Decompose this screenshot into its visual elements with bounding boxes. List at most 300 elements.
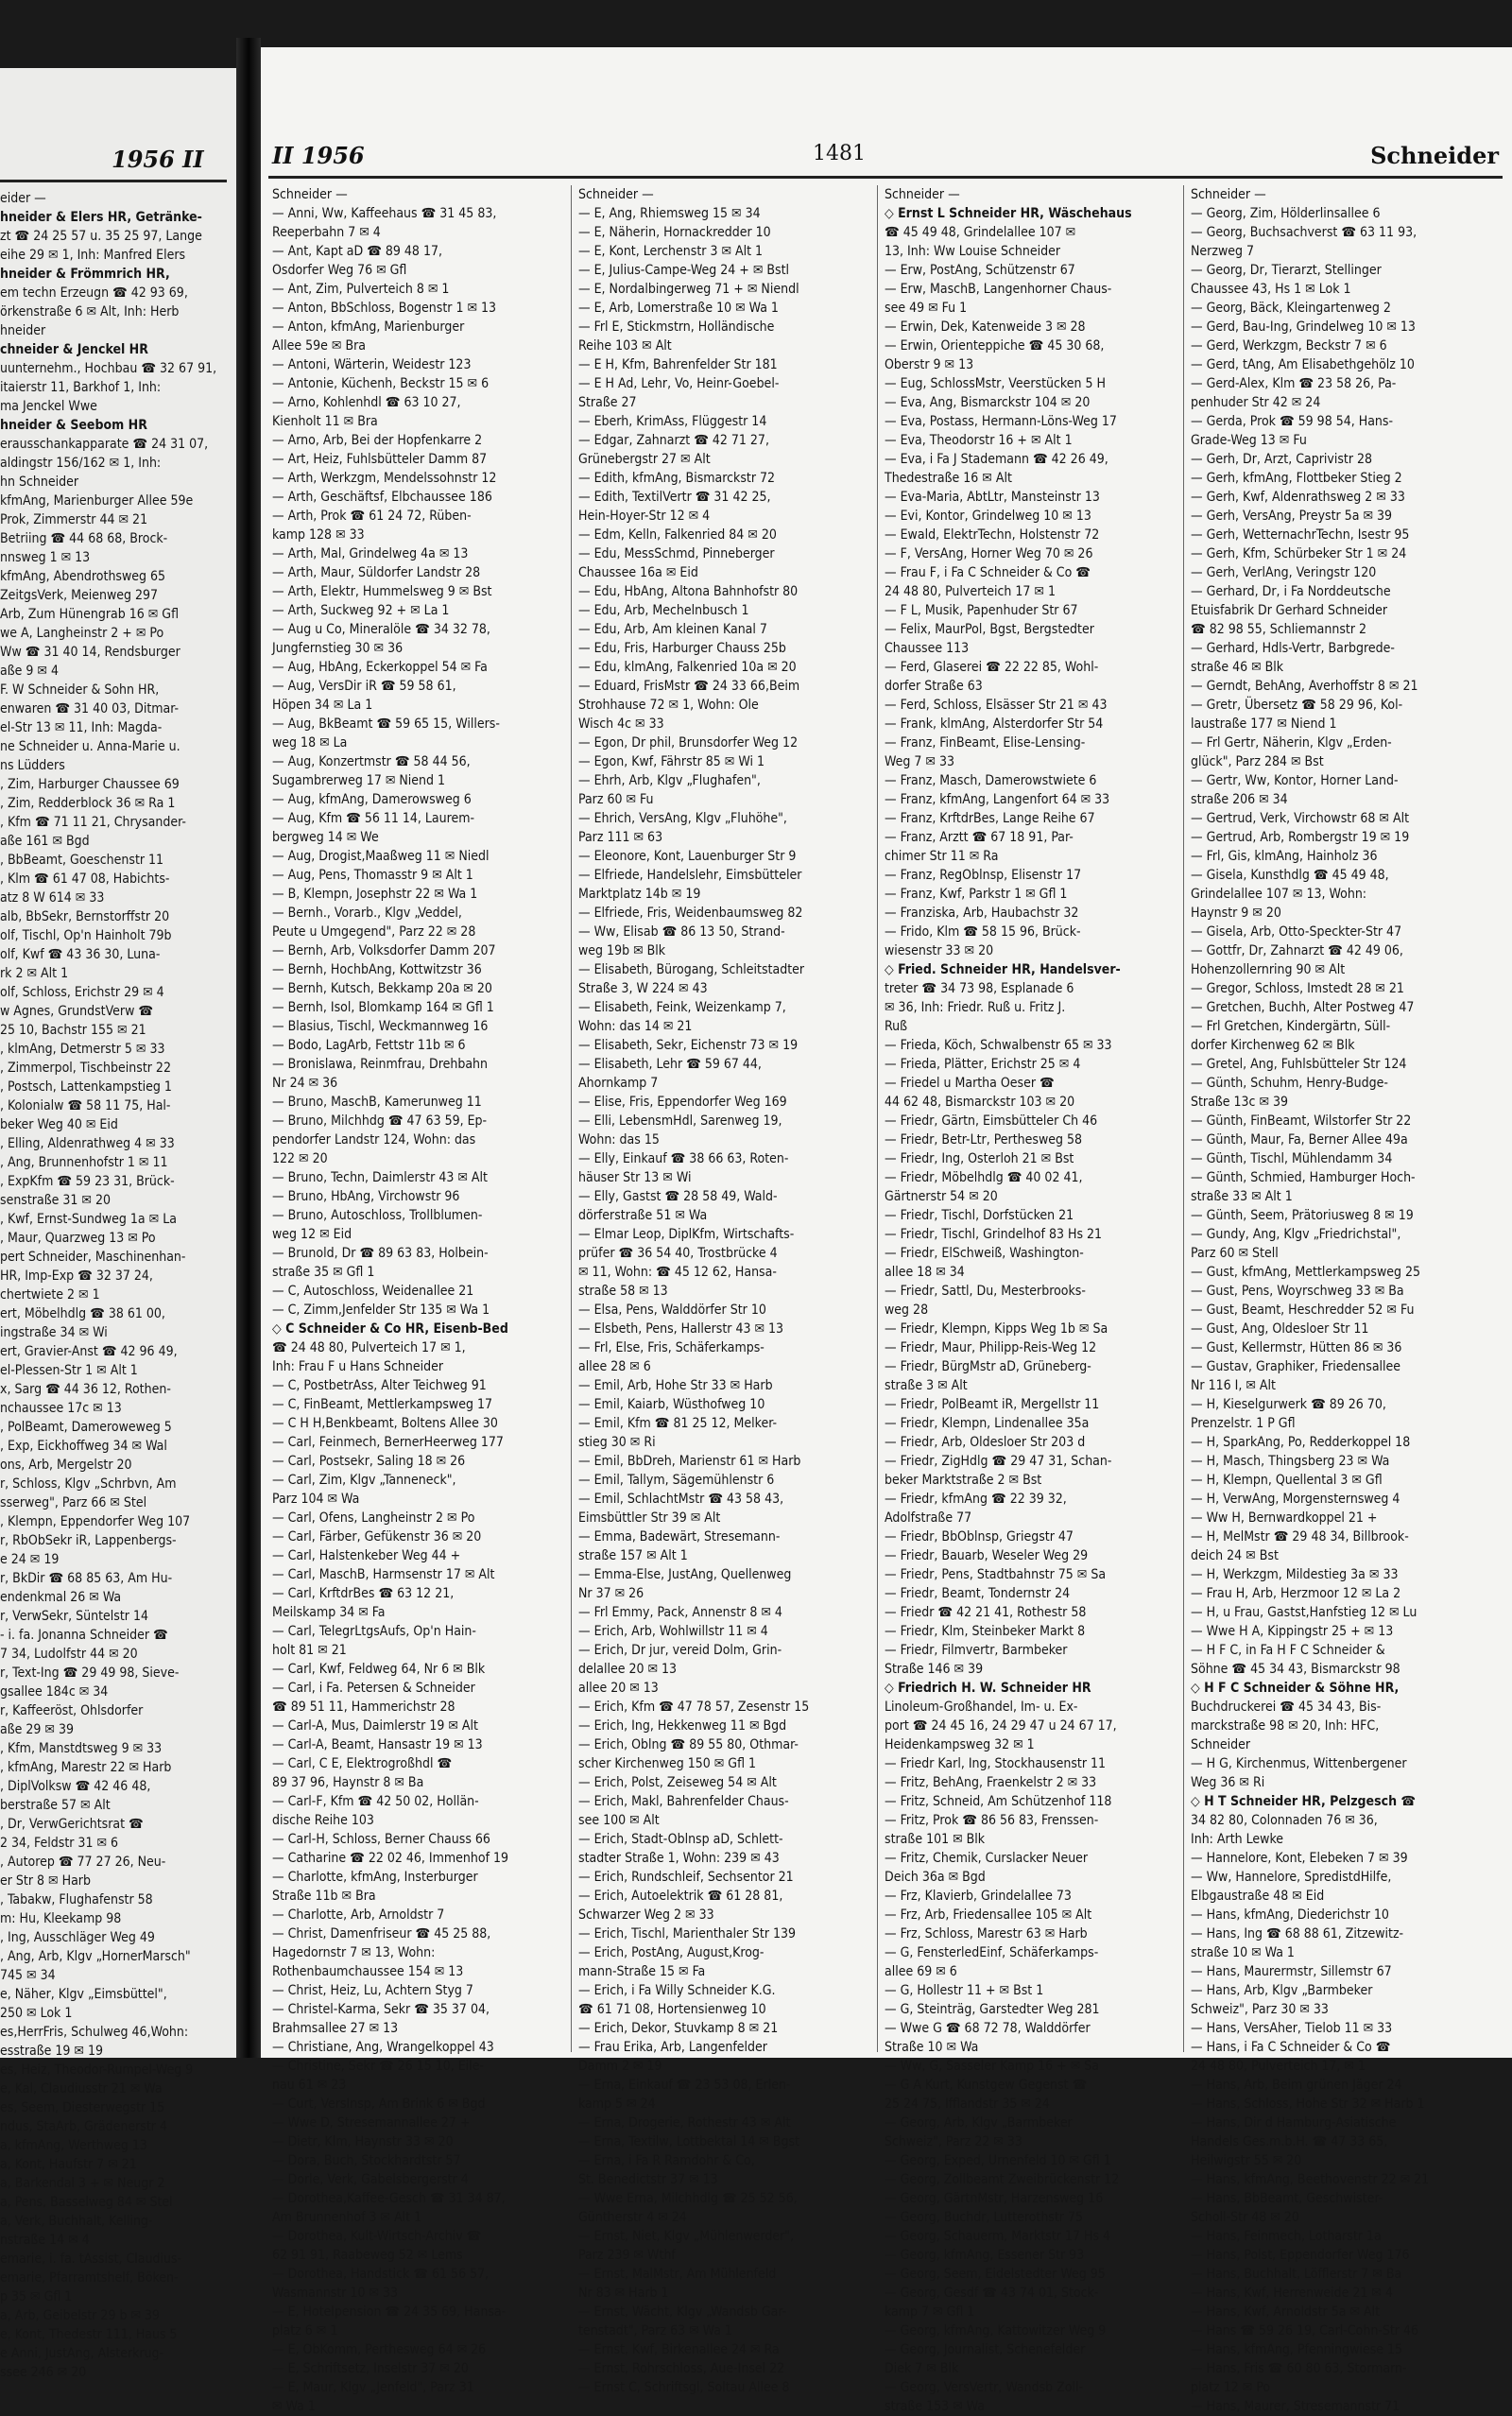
directory-entry: — Bernh, Arb, Volksdorfer Damm 207: [272, 943, 496, 958]
directory-entry: port ☎ 24 45 16, 24 29 47 u 24 67 17,: [885, 1718, 1117, 1734]
directory-entry: Hein-Hoyer-Str 12 ✉ 4: [578, 509, 711, 524]
directory-entry: dörferstraße 51 ✉ Wa: [578, 1208, 708, 1223]
directory-entry: a, Kont, Haufstr 7 ✉ 21: [0, 2157, 137, 2172]
directory-column-4: [1191, 185, 1506, 2414]
directory-entry: , Ang, Arb, Klgv „HornerMarsch": [0, 1949, 191, 1964]
directory-entry: — Anton, kfmAng, Marienburger: [272, 319, 465, 335]
directory-entry: — Gerd-Alex, Klm ☎ 23 58 26, Pa-: [1191, 376, 1397, 391]
directory-entry: — Ehrich, VersAng, Klgv „Fluhöhe",: [578, 811, 787, 826]
directory-entry: glück", Parz 284 ✉ Bst: [1191, 754, 1324, 769]
directory-entry: aße 9 ✉ 4: [0, 664, 59, 679]
directory-entry: Oberstr 9 ✉ 13: [885, 357, 974, 372]
directory-entry: r, Kaffeeröst, Ohlsdorfer: [0, 1703, 144, 1718]
directory-entry: — Gertrud, Verk, Virchowstr 68 ✉ Alt: [1191, 811, 1410, 826]
directory-entry: — Gretr, Übersetz ☎ 58 29 96, Kol-: [1191, 698, 1403, 713]
directory-entry: — Hans, kfmAng, Diederichstr 10: [1191, 1907, 1389, 1923]
directory-entry: ✉ 11, Wohn: ☎ 45 12 62, Hansa-: [578, 1265, 777, 1280]
left-page-column: [0, 189, 234, 2380]
directory-entry: — Carl, Ofens, Langheinstr 2 ✉ Po: [272, 1510, 475, 1526]
directory-entry: e, Näher, Klgv „Eimsbüttel",: [0, 1987, 167, 2002]
directory-entry: — Blasius, Tischl, Weckmannweg 16: [272, 1019, 489, 1034]
directory-entry: — Eberh, KrimAss, Flüggestr 14: [578, 414, 767, 429]
directory-column-1: [272, 185, 565, 2414]
directory-entry: , Kfm ☎ 71 11 21, Chrysander-: [0, 815, 186, 830]
directory-entry: — Ant, Kapt aD ☎ 89 48 17,: [272, 244, 442, 259]
directory-entry: — Günth, Seem, Prätoriusweg 8 ✉ 19: [1191, 1208, 1414, 1223]
directory-entry: Adolfstraße 77: [885, 1510, 972, 1526]
directory-entry: — Wwe G ☎ 68 72 78, Walddörfer: [885, 2021, 1091, 2036]
directory-entry: r, VerwSekr, Süntelstr 14: [0, 1609, 148, 1624]
directory-entry: Schneider —: [578, 187, 654, 202]
directory-entry: ma Jenckel Wwe: [0, 399, 97, 414]
directory-entry: — Frz, Arb, Friedensallee 105 ✉ Alt: [885, 1907, 1092, 1923]
directory-entry: , Autorep ☎ 77 27 26, Neu-: [0, 1855, 166, 1870]
directory-entry: — E, Schriftsetz, Inselstr 37 ✉ 20: [272, 2361, 469, 2376]
directory-entry: eider —: [0, 191, 46, 206]
directory-entry: — Bruno, Milchhdg ☎ 47 63 59, Ep-: [272, 1113, 488, 1129]
directory-entry: — Hans, Polst, Eppendorfer Weg 176: [1191, 2248, 1410, 2263]
directory-entry: prüfer ☎ 36 54 40, Trostbrücke 4: [578, 1246, 778, 1261]
directory-entry: Wisch 4c ✉ 33: [578, 716, 664, 732]
directory-entry: Schwarzer Weg 2 ✉ 33: [578, 1907, 714, 1923]
directory-entry: em techn Erzeugn ☎ 42 93 69,: [0, 285, 188, 301]
directory-entry: Straße 146 ✉ 39: [885, 1662, 984, 1677]
directory-entry: — Erich, Ing, Hekkenweg 11 ✉ Bgd: [578, 1718, 787, 1734]
directory-entry: Weg 7 ✉ 33: [885, 754, 954, 769]
directory-entry: — Evi, Kontor, Grindelweg 10 ✉ 13: [885, 509, 1091, 524]
directory-entry: pendorfer Landstr 124, Wohn: das: [272, 1132, 476, 1148]
directory-entry: — Ernst C, Schriftsgl, Soltau Allee 8: [578, 2380, 790, 2395]
directory-entry: straße 33 ✉ Alt 1: [1191, 1189, 1293, 1204]
directory-entry: — Franz, FinBeamt, Elise-Lensing-: [885, 735, 1086, 751]
directory-entry: — Elisabeth, Feink, Weizenkamp 7,: [578, 1000, 786, 1015]
directory-entry: Chaussee 43, Hs 1 ✉ Lok 1: [1191, 282, 1351, 297]
directory-entry: es, Seem, Diesterwegstr 15: [0, 2100, 165, 2115]
directory-entry: — Aug, BkBeamt ☎ 59 65 15, Willers-: [272, 716, 500, 732]
directory-entry: ons, Arb, Mergelstr 20: [0, 1458, 132, 1473]
directory-entry: — C H H,Benkbeamt, Boltens Allee 30: [272, 1416, 498, 1431]
directory-entry: kamp 7 ✉ Gfl 1: [885, 2304, 975, 2320]
directory-entry: — H, Klempn, Quellental 3 ✉ Gfl: [1191, 1473, 1383, 1488]
directory-entry: — Hans, Arb, Klgv „Barmbeker: [1191, 1983, 1373, 1998]
directory-entry: Parz 111 ✉ 63: [578, 830, 663, 845]
directory-entry: , Zim, Redderblock 36 ✉ Ra 1: [0, 796, 176, 811]
directory-entry: Parz 104 ✉ Wa: [272, 1492, 360, 1507]
directory-entry: — Georg, Zim, Hölderlinsallee 6: [1191, 206, 1381, 221]
directory-entry: — Gerh, Kwf, Aldenrathsweg 2 ✉ 33: [1191, 490, 1405, 505]
directory-entry: kamp 128 ✉ 33: [272, 527, 365, 543]
directory-entry: hneider & Seebom HR: [0, 418, 147, 433]
directory-entry: — Georg, Gesdf ☎ 43 74 01, Stock-: [885, 2286, 1099, 2301]
directory-entry: stadter Straße 1, Wohn: 239 ✉ 43: [578, 1851, 780, 1866]
directory-entry: — Gerh, Dr, Arzt, Caprivistr 28: [1191, 452, 1373, 467]
directory-entry: — Emil, SchlachtMstr ☎ 43 58 43,: [578, 1492, 784, 1507]
directory-entry: — Erna, Einkauf ☎ 23 53 08, Erlen-: [578, 2078, 791, 2093]
directory-entry: Wohn: das 14 ✉ 21: [578, 1019, 693, 1034]
directory-entry: alb, BbSekr, Bernstorffstr 20: [0, 909, 170, 924]
directory-entry: tenstadt", Parz 63 ✉ Wa 1: [578, 2323, 732, 2338]
directory-entry: — Hans, Kwf, Arnoldstr 5a ✉ Alt: [1191, 2304, 1381, 2320]
directory-entry: Am Brunnenhof 3 ✉ Alt 1: [272, 2210, 422, 2225]
directory-entry: Straße 27: [578, 395, 637, 410]
directory-entry: — Ernst, Kwf, Birkenallee 24 ✉ Ra: [578, 2342, 780, 2357]
directory-entry: er Str 8 ✉ Harb: [0, 1873, 91, 1889]
directory-entry: — Carl, Zim, Klgv „Tanneneck",: [272, 1473, 456, 1488]
directory-entry: — G, FensterledEinf, Schäferkamps-: [885, 1945, 1099, 1960]
directory-entry: a, kfmAng, Werthweg 13: [0, 2138, 147, 2153]
page-number: 1481: [813, 142, 866, 165]
directory-entry: 44 62 48, Bismarckstr 103 ✉ 20: [885, 1095, 1075, 1110]
directory-entry: — Edu, MessSchmd, Pinneberger: [578, 546, 775, 561]
directory-entry: — E, ObKomm, Perthesweg 64 ✉ 26: [272, 2342, 487, 2357]
directory-entry: — Erna, Drogerie, Rothestr 43 ✉ Alt: [578, 2115, 791, 2131]
directory-entry: kfmAng, Abendrothsweg 65: [0, 569, 166, 584]
directory-entry: ◇ H F C Schneider & Söhne HR,: [1191, 1681, 1400, 1696]
directory-entry: , DiplVolksw ☎ 42 46 48,: [0, 1779, 151, 1794]
directory-entry: a, Verk, Buchhalt, Kelling-: [0, 2214, 153, 2229]
directory-entry: — E, Maur, Klgv „Jenfeld", Parz 31: [272, 2380, 474, 2395]
directory-entry: — Gustav, Graphiker, Friedensallee: [1191, 1359, 1401, 1374]
directory-entry: — Erwin, Dek, Katenweide 3 ✉ 28: [885, 319, 1086, 335]
directory-entry: — Bodo, LagArb, Fettstr 11b ✉ 6: [272, 1038, 466, 1053]
directory-entry: — Hans, kfmAng, Beethovenstr 22 ✉ 21: [1191, 2172, 1430, 2187]
directory-entry: ◇ Ernst L Schneider HR, Wäschehaus: [885, 206, 1132, 221]
directory-entry: — Bernh., Vorarb., Klgv „Veddel,: [272, 906, 462, 921]
directory-entry: , Exp, Eickhoffweg 34 ✉ Wal: [0, 1439, 167, 1454]
directory-entry: — Edu, Fris, Harburger Chauss 25b: [578, 641, 786, 656]
directory-entry: dorfer Straße 63: [885, 679, 983, 694]
directory-entry: ✉ 36, Inh: Friedr. Ruß u. Fritz J.: [885, 1000, 1066, 1015]
directory-entry: Hohenzollernring 90 ✉ Alt: [1191, 962, 1346, 977]
directory-entry: 25 10, Bachstr 155 ✉ 21: [0, 1023, 146, 1038]
directory-entry: Elbgaustraße 48 ✉ Eid: [1191, 1889, 1325, 1904]
directory-entry: straße 35 ✉ Gfl 1: [272, 1265, 375, 1280]
directory-entry: — Catharine ☎ 22 02 46, Immenhof 19: [272, 1851, 509, 1866]
directory-entry: Straße 11b ✉ Bra: [272, 1889, 376, 1904]
directory-entry: — Carl, Halstenkeber Weg 44 +: [272, 1548, 461, 1563]
directory-entry: — Fritz, Chemik, Curslacker Neuer: [885, 1851, 1089, 1866]
directory-entry: — Eva, Theodorstr 16 + ✉ Alt 1: [885, 433, 1073, 448]
directory-entry: Grade-Weg 13 ✉ Fu: [1191, 433, 1307, 448]
directory-entry: — Arno, Kohlenhdl ☎ 63 10 27,: [272, 395, 461, 410]
directory-entry: ☎ 61 71 08, Hortensienweg 10: [578, 2002, 766, 2017]
directory-entry: — Edm, Kelln, Falkenried 84 ✉ 20: [578, 527, 777, 543]
directory-entry: — C, PostbetrAss, Alter Teichweg 91: [272, 1378, 487, 1393]
directory-entry: see 49 ✉ Fu 1: [885, 301, 968, 316]
directory-entry: straße 101 ✉ Blk: [885, 1832, 986, 1847]
directory-entry: — Frieda, Köch, Schwalbenstr 65 ✉ 33: [885, 1038, 1112, 1053]
directory-entry: F. W Schneider & Sohn HR,: [0, 682, 160, 698]
directory-entry: ☎ 89 51 11, Hammerichstr 28: [272, 1700, 455, 1715]
directory-entry: straße 46 ✉ Blk: [1191, 660, 1284, 675]
column-divider: [571, 185, 572, 2052]
directory-entry: Buchdruckerei ☎ 45 34 43, Bis-: [1191, 1700, 1382, 1715]
directory-entry: — Carl-A, Mus, Daimlerstr 19 ✉ Alt: [272, 1718, 478, 1734]
directory-entry: — Günth, Schuhm, Henry-Budge-: [1191, 1076, 1388, 1091]
directory-entry: — Ernst, Rohrschloss, Aue-Insel 22: [578, 2361, 785, 2376]
directory-entry: Hagedornstr 7 ✉ 13, Wohn:: [272, 1945, 436, 1960]
directory-entry: — Erw, MaschB, Langenhorner Chaus-: [885, 282, 1112, 297]
directory-entry: — Frido, Klm ☎ 58 15 96, Brück-: [885, 924, 1081, 940]
directory-entry: holt 81 ✉ 21: [272, 1643, 347, 1658]
directory-entry: ◇ H T Schneider HR, Pelzgesch ☎: [1191, 1794, 1417, 1809]
directory-entry: Damm 2 ✉ 19: [578, 2059, 662, 2074]
directory-entry: — Ernst, MalMstr, Am Mühlenfeld: [578, 2267, 777, 2282]
directory-entry: Etuisfabrik Dr Gerhard Schneider: [1191, 603, 1388, 618]
directory-entry: — Emil, Tallym, Sägemühlenstr 6: [578, 1473, 775, 1488]
directory-entry: — Frank, klmAng, Alsterdorfer Str 54: [885, 716, 1104, 732]
directory-entry: — Arth, Werkzgm, Mendelssohnstr 12: [272, 471, 497, 486]
directory-entry: Schweiz", Parz 22 ✉ 33: [885, 2134, 1022, 2149]
directory-entry: — Erna, i Fa R Ramdohr & Co,: [578, 2153, 755, 2168]
directory-entry: — Erw, PostAng, Schützenstr 67: [885, 263, 1075, 278]
directory-entry: e Anni, JustAng, Alsterkrug-: [0, 2346, 164, 2361]
directory-entry: — Gretel, Ang, Fuhlsbütteler Str 124: [1191, 1057, 1407, 1072]
directory-entry: — Ehrh, Arb, Klgv „Flughafen",: [578, 773, 761, 788]
directory-entry: — Ww, G, Sasseler Kamp 16 + ✉ Sa: [885, 2059, 1099, 2074]
directory-entry: el-Plessen-Str 1 ✉ Alt 1: [0, 1363, 138, 1378]
directory-entry: eihe 29 ✉ 1, Inh: Manfred Elers: [0, 248, 186, 263]
directory-entry: ingstraße 34 ✉ Wi: [0, 1325, 108, 1340]
directory-entry: delallee 20 ✉ 13: [578, 1662, 678, 1677]
directory-entry: — Anni, Ww, Kaffeehaus ☎ 31 45 83,: [272, 206, 497, 221]
directory-entry: — Ant, Zim, Pulverteich 8 ✉ 1: [272, 282, 450, 297]
directory-entry: — Hans, Ing ☎ 68 88 61, Zitzewitz-: [1191, 1926, 1404, 1941]
directory-entry: hneider: [0, 323, 46, 338]
directory-entry: örkenstraße 6 ✉ Alt, Inh: Herb: [0, 304, 180, 319]
directory-entry: — Günth, Tischl, Mühlendamm 34: [1191, 1151, 1393, 1166]
directory-entry: 745 ✉ 34: [0, 1968, 56, 1983]
directory-entry: — Hans, Maurer, Stresemannstr 71: [1191, 2399, 1400, 2414]
directory-entry: — Carl-H, Schloss, Berner Chauss 66: [272, 1832, 490, 1847]
directory-entry: — Christiane, Ang, Wrangelkoppel 43: [272, 2040, 494, 2055]
directory-entry: — Carl, Kwf, Feldweg 64, Nr 6 ✉ Blk: [272, 1662, 486, 1677]
directory-entry: — E, Kont, Lerchenstr 3 ✉ Alt 1: [578, 244, 764, 259]
directory-entry: — Erich, Tischl, Marienthaler Str 139: [578, 1926, 797, 1941]
directory-entry: ☎ 82 98 55, Schliemannstr 2: [1191, 622, 1367, 637]
directory-entry: — Hannelore, Kont, Elebeken 7 ✉ 39: [1191, 1851, 1408, 1866]
directory-entry: atz 8 W 614 ✉ 33: [0, 890, 105, 906]
directory-entry: — Franz, Arztt ☎ 67 18 91, Par-: [885, 830, 1074, 845]
directory-entry: , klmAng, Detmerstr 5 ✉ 33: [0, 1042, 165, 1057]
directory-entry: — Christel-Karma, Sekr ☎ 35 37 04,: [272, 2002, 490, 2017]
directory-entry: — Gerd, tAng, Am Elisabethgehölz 10: [1191, 357, 1415, 372]
directory-entry: — Dorle, Verk, Gabelsbergerstr 4: [272, 2172, 469, 2187]
directory-entry: we A, Langheinstr 2 + ✉ Po: [0, 626, 164, 641]
directory-entry: — F, VersAng, Horner Weg 70 ✉ 26: [885, 546, 1093, 561]
directory-entry: — Emma, Badewärt, Stresemann-: [578, 1529, 781, 1545]
directory-entry: laustraße 177 ✉ Niend 1: [1191, 716, 1337, 732]
directory-entry: Ww ☎ 31 40 14, Rendsburger: [0, 645, 180, 660]
directory-entry: — Elli, LebensmHdl, Sarenweg 19,: [578, 1113, 782, 1129]
directory-entry: w Agnes, GrundstVerw ☎: [0, 1004, 154, 1019]
directory-entry: — Friedr, PolBeamt iR, Mergellstr 11: [885, 1397, 1100, 1412]
directory-entry: — Christ, Damenfriseur ☎ 45 25 88,: [272, 1926, 491, 1941]
directory-entry: Straße 13c ✉ 39: [1191, 1095, 1289, 1110]
directory-entry: rk 2 ✉ Alt 1: [0, 966, 69, 981]
directory-entry: Sugambrerweg 17 ✉ Niend 1: [272, 773, 446, 788]
directory-entry: — Bruno, Autoschloss, Trollblumen-: [272, 1208, 483, 1223]
directory-entry: weg 28: [885, 1303, 929, 1318]
directory-entry: ert, Möbelhdlg ☎ 38 61 00,: [0, 1306, 165, 1321]
directory-entry: — E H, Kfm, Bahrenfelder Str 181: [578, 357, 778, 372]
directory-entry: — H, Kieselgurwerk ☎ 89 26 70,: [1191, 1397, 1386, 1412]
directory-entry: — Elmar Leop, DiplKfm, Wirtschafts-: [578, 1227, 795, 1242]
directory-entry: chneider & Jenckel HR: [0, 342, 148, 357]
directory-entry: — Georg, Schauerm, Marktstr 17 Hs 4: [885, 2229, 1111, 2244]
directory-entry: , Ang, Brunnenhofstr 1 ✉ 11: [0, 1155, 168, 1170]
directory-entry: straße 153 ✉ Wa: [885, 2399, 985, 2414]
directory-entry: marckstraße 98 ✉ 20, Inh: HFC,: [1191, 1718, 1380, 1734]
directory-entry: ☎ 24 48 80, Pulverteich 17 ✉ 1,: [272, 1340, 466, 1355]
directory-entry: weg 12 ✉ Eid: [272, 1227, 352, 1242]
directory-entry: — Friedr, Gärtn, Eimsbütteler Ch 46: [885, 1113, 1098, 1129]
directory-entry: — Georg, kfmAng, Kattowitzer Weg 9: [885, 2323, 1107, 2338]
directory-entry: Straße 10 ✉ Wa: [885, 2040, 979, 2055]
directory-entry: — Edu, HbAng, Altona Bahnhofstr 80: [578, 584, 799, 599]
directory-entry: — Bronislawa, Reinmfrau, Drehbahn: [272, 1057, 489, 1072]
directory-entry: — Gerh, VersAng, Preystr 5a ✉ 39: [1191, 509, 1393, 524]
directory-entry: — Arno, Arb, Bei der Hopfenkarre 2: [272, 433, 483, 448]
directory-entry: — H, VerwAng, Morgensternsweg 4: [1191, 1492, 1400, 1507]
directory-entry: — Aug u Co, Mineralöle ☎ 34 32 78,: [272, 622, 490, 637]
directory-entry: allee 20 ✉ 13: [578, 1681, 659, 1696]
directory-entry: — Carl, Färber, Gefükenstr 36 ✉ 20: [272, 1529, 482, 1545]
directory-entry: — Eva, Ang, Bismarckstr 104 ✉ 20: [885, 395, 1091, 410]
left-page-year-header: 1956 II: [112, 146, 204, 173]
directory-entry: — Ww H, Bernwardkoppel 21 +: [1191, 1510, 1378, 1526]
running-head-surname: Schneider: [1370, 142, 1499, 169]
right-header-rule: [268, 176, 1503, 179]
directory-entry: Schneider —: [885, 187, 960, 202]
directory-entry: — Gerd, Bau-Ing, Grindelweg 10 ✉ 13: [1191, 319, 1416, 335]
directory-entry: — Ferd, Glaserei ☎ 22 22 85, Wohl-: [885, 660, 1099, 675]
directory-entry: Wasmannstr 10 ✉ 33: [272, 2286, 399, 2301]
directory-entry: — Frl Gretchen, Kindergärtn, Süll-: [1191, 1019, 1391, 1034]
directory-entry: p 35 ✉ Gfl 1: [0, 2289, 73, 2304]
directory-entry: — Friedr, ZigHdlg ☎ 29 47 31, Schan-: [885, 1454, 1112, 1469]
directory-entry: Heidenkampsweg 32 ✉ 1: [885, 1737, 1035, 1752]
directory-entry: straße 10 ✉ Wa 1: [1191, 1945, 1295, 1960]
directory-entry: — E, Arb, Lomerstraße 10 ✉ Wa 1: [578, 301, 779, 316]
directory-entry: esstraße 19 ✉ 19: [0, 2044, 103, 2059]
directory-entry: — Gerh, WetternachrTechn, Isestr 95: [1191, 527, 1410, 543]
directory-entry: olf, Schloss, Erichstr 29 ✉ 4: [0, 985, 164, 1000]
directory-entry: — Friedr, BbOblnsp, Griegstr 47: [885, 1529, 1074, 1545]
directory-entry: — Gertr, Ww, Kontor, Horner Land-: [1191, 773, 1399, 788]
directory-entry: — Curt, VersInsp, Am Brink 6 ✉ Bgd: [272, 2097, 486, 2112]
directory-entry: , ExpKfm ☎ 59 23 31, Brück-: [0, 1174, 175, 1189]
directory-entry: — Gertrud, Arb, Rombergstr 19 ✉ 19: [1191, 830, 1410, 845]
directory-entry: — Friedr, BürgMstr aD, Grüneberg-: [885, 1359, 1091, 1374]
directory-entry: treter ☎ 34 73 98, Esplanade 6: [885, 981, 1074, 996]
directory-entry: — Friedr, Maur, Philipp-Reis-Weg 12: [885, 1340, 1097, 1355]
right-page: [261, 47, 1512, 2414]
directory-entry: , Elling, Aldenrathweg 4 ✉ 33: [0, 1136, 175, 1151]
directory-entry: — Frz, Klavierb, Grindelallee 73: [885, 1889, 1072, 1904]
directory-entry: chimer Str 11 ✉ Ra: [885, 849, 999, 864]
directory-entry: Thedestraße 16 ✉ Alt: [885, 471, 1012, 486]
directory-entry: — Günth, Maur, Fa, Berner Allee 49a: [1191, 1132, 1408, 1148]
directory-entry: — Ernst, Wächt, Klgv „Wandsb Gar-: [578, 2304, 787, 2320]
directory-entry: — Erich, Kfm ☎ 47 78 57, Zesenstr 15: [578, 1700, 810, 1715]
directory-entry: — Günth, FinBeamt, Wilstorfer Str 22: [1191, 1113, 1412, 1129]
directory-entry: — Friedel u Martha Oeser ☎: [885, 1076, 1055, 1091]
directory-entry: Straße 3, W 224 ✉ 43: [578, 981, 708, 996]
directory-entry: — Friedr, Arb, Oldesloer Str 203 d: [885, 1435, 1086, 1450]
directory-entry: 34 82 80, Colonnaden 76 ✉ 36,: [1191, 1813, 1378, 1828]
directory-entry: — Elise, Fris, Eppendorfer Weg 169: [578, 1095, 787, 1110]
directory-entry: nau 61 ✉ 23: [272, 2078, 347, 2093]
directory-entry: St. Benedictstr 37 ✉ 13: [578, 2172, 718, 2187]
directory-entry: Peute u Umgegend", Parz 22 ✉ 28: [272, 924, 476, 940]
directory-entry: — Emil, Arb, Hohe Str 33 ✉ Harb: [578, 1378, 773, 1393]
directory-entry: ndus, StaArb, Grädenerstr 4: [0, 2119, 167, 2134]
directory-entry: olf, Kwf ☎ 43 36 30, Luna-: [0, 947, 161, 962]
directory-entry: Güntherstr 4 ✉ 24: [578, 2210, 687, 2225]
directory-entry: — Friedr, Pens, Stadtbahnstr 75 ✉ Sa: [885, 1567, 1107, 1582]
directory-entry: — Elsbeth, Pens, Hallerstr 43 ✉ 13: [578, 1321, 784, 1337]
directory-entry: , PolBeamt, Dameroweweg 5: [0, 1420, 172, 1435]
directory-entry: — Eug, SchlossMstr, Veerstücken 5 H: [885, 376, 1106, 391]
directory-entry: 13, Inh: Ww Louise Schneider: [885, 244, 1061, 259]
directory-entry: — Eduard, FrisMstr ☎ 24 33 66,Beim: [578, 679, 800, 694]
directory-entry: el-Str 13 ✉ 11, Inh: Magda-: [0, 720, 163, 735]
directory-entry: — Georg, Arb, Klgv „Barmbeker: [885, 2115, 1073, 2131]
directory-entry: — Georg, Seem, Eidelstedter Weg 95: [885, 2267, 1106, 2282]
directory-entry: m: Hu, Kleekamp 98: [0, 1911, 122, 1926]
directory-entry: nnsweg 1 ✉ 13: [0, 550, 91, 565]
directory-entry: straße 3 ✉ Alt: [885, 1378, 968, 1393]
directory-entry: — Erich, Stadt-Oblnsp aD, Schlett-: [578, 1832, 783, 1847]
directory-entry: — Hans ☎ 59 26 19, Carl-Cohn-Str 46: [1191, 2323, 1418, 2338]
directory-entry: — Gust, kfmAng, Mettlerkampsweg 25: [1191, 1265, 1421, 1280]
directory-entry: — Franziska, Arb, Haubachstr 32: [885, 906, 1079, 921]
directory-entry: — Arth, Suckweg 92 + ✉ La 1: [272, 603, 450, 618]
directory-entry: Grünebergstr 27 ✉ Alt: [578, 452, 711, 467]
directory-entry: weg 18 ✉ La: [272, 735, 348, 751]
directory-entry: erausschankapparate ☎ 24 31 07,: [0, 437, 209, 452]
directory-entry: pert Schneider, Maschinenhan-: [0, 1250, 186, 1265]
directory-entry: — F L, Musik, Papenhuder Str 67: [885, 603, 1078, 618]
directory-entry: — Friedr, Tischl, Dorfstücken 21: [885, 1208, 1074, 1223]
directory-entry: — Hans, VersAher, Tielob 11 ✉ 33: [1191, 2021, 1393, 2036]
directory-entry: Nr 37 ✉ 26: [578, 1586, 644, 1601]
directory-entry: — Ww, Hannelore, SpredistdHilfe,: [1191, 1870, 1392, 1885]
directory-entry: , Ing, Ausschläger Weg 49: [0, 1930, 155, 1945]
directory-entry: , Zim, Harburger Chaussee 69: [0, 777, 180, 792]
directory-entry: — Aug, Drogist,Maaßweg 11 ✉ Niedl: [272, 849, 490, 864]
directory-entry: — Gundy, Ang, Klgv „Friedrichstal",: [1191, 1227, 1401, 1242]
directory-entry: ssee 246 ✉ 20: [0, 2365, 87, 2380]
directory-entry: — Georg, VersVertr, Wandsb Zoll-: [885, 2380, 1084, 2395]
directory-entry: — Hans, Feinmech, Lotharstr 1a: [1191, 2229, 1382, 2244]
directory-entry: — H, MelMstr ☎ 29 48 34, Billbrook-: [1191, 1529, 1409, 1545]
directory-column-3: [885, 185, 1177, 2414]
directory-entry: Ruß: [885, 1019, 908, 1034]
directory-entry: e, Kont, Thedestr 111, Haus 5: [0, 2327, 178, 2342]
directory-entry: Weg 36 ✉ Ri: [1191, 1775, 1265, 1790]
directory-entry: Allee 59e ✉ Bra: [272, 338, 366, 354]
directory-entry: — C, Zimm,Jenfelder Str 135 ✉ Wa 1: [272, 1303, 490, 1318]
directory-entry: mann-Straße 15 ✉ Fa: [578, 1964, 706, 1979]
directory-entry: — Gust, Beamt, Heschredder 52 ✉ Fu: [1191, 1303, 1415, 1318]
directory-entry: — Hans, Buchhalt, Löfflerstr 7 ✉ Ba: [1191, 2267, 1402, 2282]
directory-entry: — Georg, Buchsachverst ☎ 63 11 93,: [1191, 225, 1418, 240]
directory-entry: — Ernst, Niet, Klgv „Mühlenwerder",: [578, 2229, 795, 2244]
directory-entry: — B, Klempn, Josephstr 22 ✉ Wa 1: [272, 887, 478, 902]
directory-entry: , BbBeamt, Goeschenstr 11: [0, 853, 164, 868]
